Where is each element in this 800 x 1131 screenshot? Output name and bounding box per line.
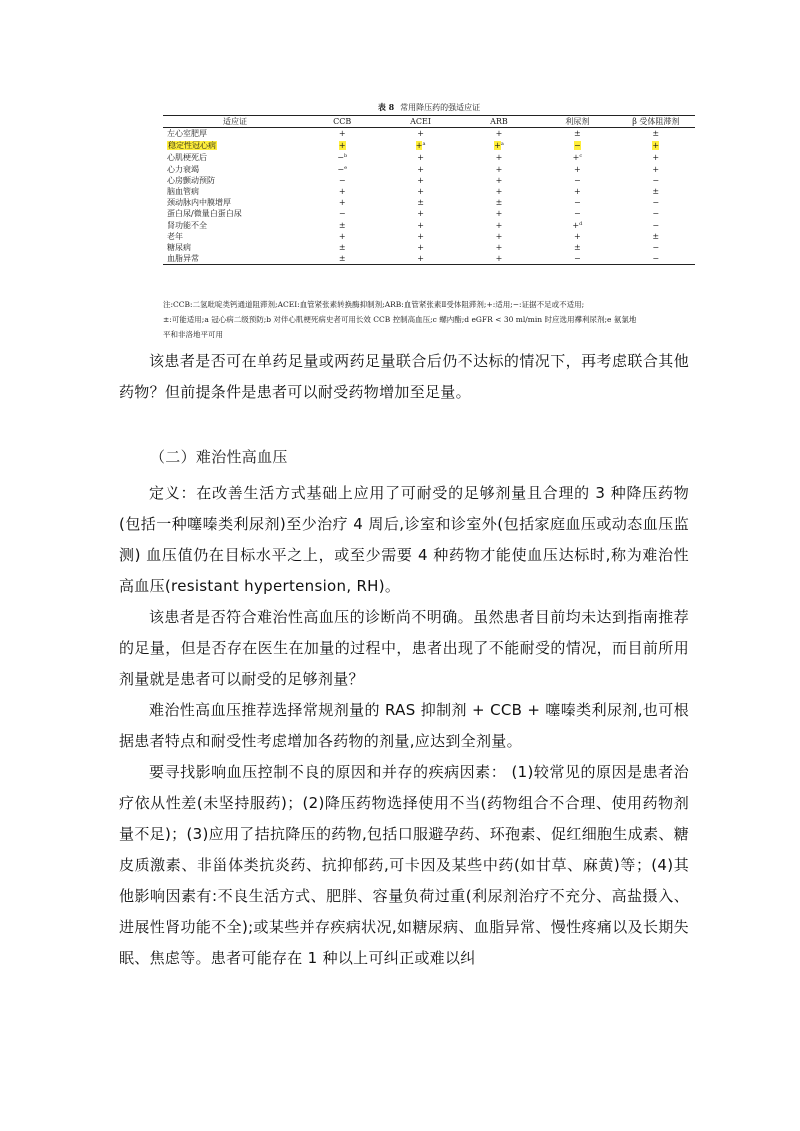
- paragraph-diagnosis: 该患者是否符合难治性高血压的诊断尚不明确。虽然患者目前均未达到指南推荐的足量，但是否存在医生在加量的过程中，患者出现了不能耐受的情况，而目前所用剂量就是患者可以耐受的足够剂量？: [119, 608, 689, 688]
- cell-footnote-mark: e: [344, 165, 348, 171]
- cell-value: +: [495, 243, 503, 252]
- cell-value: ±: [417, 198, 424, 207]
- cell-value: +: [338, 129, 346, 138]
- cell-diuretic: [538, 186, 616, 197]
- cell-arb: [460, 253, 538, 265]
- cell-value: +: [652, 152, 660, 162]
- cell-value: 老年: [167, 232, 183, 241]
- cell-value: ±: [574, 243, 581, 252]
- table-row: [163, 231, 695, 242]
- cell-ccb: [303, 219, 381, 231]
- table-row: [163, 186, 695, 197]
- cell-value: +: [495, 129, 503, 138]
- cell-value: ±: [574, 129, 581, 138]
- cell-indication: [163, 128, 303, 140]
- cell-beta-blocker: [617, 242, 695, 253]
- cell-value: −: [574, 176, 581, 185]
- cell-value: +: [494, 141, 501, 150]
- cell-value: −: [574, 254, 581, 263]
- cell-diuretic: [538, 219, 616, 231]
- header-diuretic: 利尿剂: [565, 117, 590, 126]
- cell-diuretic: [538, 242, 616, 253]
- cell-indication: [163, 151, 303, 163]
- cell-ccb: [303, 151, 381, 163]
- header-indication: 适应证: [223, 117, 247, 126]
- cell-value: +: [572, 221, 580, 230]
- cell-value: +: [338, 232, 346, 241]
- cell-value: 脑血管病: [167, 187, 199, 196]
- cell-value: +: [417, 129, 424, 138]
- cell-arb: [460, 219, 538, 231]
- cell-arb: [460, 128, 538, 140]
- cell-diuretic: [538, 253, 616, 265]
- cell-value: ±: [652, 187, 660, 196]
- cell-diuretic: [538, 139, 616, 151]
- cell-diuretic: [538, 163, 616, 175]
- cell-ccb: [303, 231, 381, 242]
- cell-value: +: [574, 187, 581, 196]
- cell-indication: [163, 219, 303, 231]
- cell-ccb: [303, 197, 381, 208]
- paragraph-definition: 定义：在改善生活方式基础上应用了可耐受的足够剂量且合理的 3 种降压药物(包括一种噻嗪类利尿剂)至少治疗 4 周后,诊室和诊室外(包括家庭血压或动态血压监测) 血压值仍在目标水平之上，或至少需要 4 种药物才能使血压达标时,称为难治性高血压(resistant hypertension, RH)。: [119, 484, 689, 595]
- cell-beta-blocker: [617, 219, 695, 231]
- cell-indication: [163, 253, 303, 265]
- cell-value: +: [495, 176, 503, 185]
- cell-arb: [460, 151, 538, 163]
- cell-acei: [381, 231, 459, 242]
- cell-diuretic: [538, 231, 616, 242]
- cell-arb: [460, 197, 538, 208]
- cell-ccb: [303, 175, 381, 186]
- cell-acei: [381, 128, 459, 140]
- cell-acei: [381, 253, 459, 265]
- cell-value: +: [652, 164, 660, 174]
- table-row: [163, 175, 695, 186]
- cell-footnote-mark: c: [579, 153, 583, 159]
- cell-arb: [460, 208, 538, 219]
- cell-value: +: [417, 254, 424, 263]
- cell-indication: [163, 163, 303, 175]
- header-arb: ARB: [490, 117, 508, 126]
- cell-value: −: [652, 220, 660, 230]
- cell-value: ±: [495, 198, 503, 207]
- section-heading: （二）难治性高血压: [150, 448, 288, 466]
- table-row: [163, 163, 695, 175]
- table-title: [163, 101, 695, 115]
- footnote-line: 平和非洛地平可用: [163, 330, 223, 339]
- table-row: [163, 197, 695, 208]
- cell-indication: [163, 208, 303, 219]
- cell-value: −: [574, 140, 581, 150]
- cell-arb: [460, 231, 538, 242]
- cell-value: +: [417, 232, 424, 241]
- cell-beta-blocker: [617, 231, 695, 242]
- cell-value: +: [417, 243, 424, 252]
- cell-ccb: [303, 128, 381, 140]
- cell-value: +: [572, 153, 580, 162]
- cell-beta-blocker: [617, 175, 695, 186]
- header-beta-blocker: β 受体阻滞剂: [632, 117, 680, 126]
- cell-indication: [163, 186, 303, 197]
- cell-acei: [381, 219, 459, 231]
- cell-value: +: [417, 152, 424, 162]
- cell-diuretic: [538, 175, 616, 186]
- cell-value: ±: [652, 232, 660, 241]
- cell-arb: [460, 163, 538, 175]
- paragraph-combination-therapy: 该患者是否可在单药足量或两药足量联合后仍不达标的情况下，再考虑联合其他药物？但前提条件是患者可以耐受药物增加至足量。: [119, 352, 689, 401]
- cell-value: −: [337, 165, 345, 174]
- cell-value: +: [417, 209, 424, 218]
- cell-indication: [163, 197, 303, 208]
- cell-indication: [163, 175, 303, 186]
- cell-value: +: [495, 232, 503, 241]
- footnote-line: ±:可能适用;a 冠心病二级预防;b 对伴心肌梗死病史者可用长效 CCB 控制高血压;c 螺内酯;d eGFR < 30 ml/min 时应选用襻利尿剂;e 氨氯地: [163, 315, 637, 324]
- table-row: [163, 139, 695, 151]
- cell-beta-blocker: [617, 253, 695, 265]
- table-row: [163, 242, 695, 253]
- cell-value: −: [338, 176, 346, 185]
- cell-value: 心力衰竭: [167, 164, 199, 174]
- cell-value: +: [338, 198, 346, 207]
- cell-value: +: [652, 140, 660, 150]
- cell-beta-blocker: [617, 163, 695, 175]
- cell-value: −: [652, 209, 660, 218]
- header-ccb: CCB: [333, 117, 352, 126]
- cell-acei: [381, 163, 459, 175]
- table-row: [163, 219, 695, 231]
- cell-ccb: [303, 163, 381, 175]
- cell-value: −: [652, 198, 660, 207]
- cell-value: +: [338, 187, 346, 196]
- table-row: [163, 128, 695, 140]
- table-header-row: [163, 116, 695, 128]
- cell-indication: [163, 242, 303, 253]
- cell-footnote-mark: a: [422, 141, 426, 147]
- cell-value: −: [338, 209, 346, 218]
- cell-value: +: [495, 209, 503, 218]
- cell-value: ±: [338, 220, 346, 230]
- cell-beta-blocker: [617, 197, 695, 208]
- cell-beta-blocker: [617, 186, 695, 197]
- cell-value: −: [574, 209, 581, 218]
- header-acei: ACEI: [410, 117, 432, 126]
- cell-value: +: [417, 187, 424, 196]
- table-row: [163, 208, 695, 219]
- cell-acei: [381, 175, 459, 186]
- cell-footnote-mark: d: [579, 221, 583, 227]
- cell-arb: [460, 175, 538, 186]
- cell-value: +: [495, 220, 503, 230]
- cell-arb: [460, 186, 538, 197]
- table-label: 表 8: [377, 102, 395, 112]
- cell-value: +: [495, 187, 503, 196]
- cell-arb: [460, 139, 538, 151]
- cell-value: 左心室肥厚: [167, 129, 207, 138]
- cell-footnote-mark: a: [500, 141, 504, 147]
- cell-ccb: [303, 139, 381, 151]
- cell-value: +: [574, 164, 581, 174]
- cell-value: −: [652, 176, 660, 185]
- cell-acei: [381, 151, 459, 163]
- cell-beta-blocker: [617, 151, 695, 163]
- cell-value: ±: [338, 243, 346, 252]
- cell-diuretic: [538, 197, 616, 208]
- cell-value: −: [652, 243, 660, 252]
- cell-value: 稳定性冠心病: [168, 140, 216, 150]
- table-row: [163, 253, 695, 265]
- cell-acei: [381, 197, 459, 208]
- cell-ccb: [303, 253, 381, 265]
- cell-value: +: [417, 220, 424, 230]
- cell-indication: [163, 231, 303, 242]
- cell-value: −: [652, 254, 660, 263]
- cell-value: 肾功能不全: [167, 220, 207, 230]
- cell-footnote-mark: b: [343, 153, 348, 159]
- table-title-text: 常用降压药的强适应证: [400, 103, 481, 112]
- cell-value: ±: [652, 129, 660, 138]
- cell-value: +: [338, 140, 346, 150]
- cell-value: +: [574, 232, 581, 241]
- cell-value: 血脂异常: [167, 254, 199, 263]
- cell-value: 心房颤动预防: [167, 176, 215, 185]
- cell-value: 蛋白尿/微量白蛋白尿: [167, 209, 242, 218]
- cell-diuretic: [538, 151, 616, 163]
- cell-acei: [381, 208, 459, 219]
- cell-value: +: [417, 176, 424, 185]
- drug-indication-table-block: [163, 101, 695, 265]
- cell-value: +: [495, 164, 503, 174]
- cell-value: +: [415, 141, 423, 150]
- paragraph-recommendation: 难治性高血压推荐选择常规剂量的 RAS 抑制剂 + CCB + 噻嗪类利尿剂,也可根据患者特点和耐受性考虑增加各药物的剂量,应达到全剂量。: [119, 701, 689, 750]
- cell-acei: [381, 186, 459, 197]
- table-footnote: [163, 297, 703, 342]
- cell-arb: [460, 242, 538, 253]
- cell-diuretic: [538, 128, 616, 140]
- cell-indication: [163, 139, 303, 151]
- cell-ccb: [303, 208, 381, 219]
- cell-acei: [381, 139, 459, 151]
- cell-beta-blocker: [617, 128, 695, 140]
- cell-value: −: [574, 198, 581, 207]
- cell-value: +: [495, 152, 503, 162]
- drug-indication-table: [163, 115, 695, 265]
- cell-acei: [381, 242, 459, 253]
- cell-beta-blocker: [617, 139, 695, 151]
- cell-beta-blocker: [617, 208, 695, 219]
- footnote-line: 注:CCB:二氢吡啶类钙通道阻滞剂;ACEI:血管紧张素转换酶抑制剂;ARB:血管紧张素Ⅱ受体阻滞剂;+:适用;−:证据不足或不适用;: [163, 300, 585, 309]
- cell-ccb: [303, 186, 381, 197]
- cell-value: 心肌梗死后: [167, 152, 207, 162]
- cell-value: ±: [338, 254, 346, 263]
- cell-ccb: [303, 242, 381, 253]
- cell-value: 糖尿病: [167, 243, 191, 252]
- paragraph-causes: 要寻找影响血压控制不良的原因和并存的疾病因素： (1)较常见的原因是患者治疗依从性差(未坚持服药)；(2)降压药物选择使用不当(药物组合不合理、使用药物剂量不足)；(3)应用了拮抗降压的药物,包括口服避孕药、环孢素、促红细胞生成素、糖皮质激素、非甾体类抗炎药、抗抑郁药,可卡因及某些中药(如甘草、麻黄)等；(4)其他影响因素有:不良生活方式、肥胖、容量负荷过重(利尿剂治疗不充分、高盐摄入、进展性肾功能不全);或某些并存疾病状况,如糖尿病、血脂异常、慢性疼痛以及长期失眠、焦虑等。患者可能存在 1 种以上可纠正或难以纠: [119, 763, 689, 967]
- cell-value: 颈动脉内中膜增厚: [167, 198, 231, 207]
- cell-diuretic: [538, 208, 616, 219]
- cell-value: +: [495, 254, 503, 263]
- table-row: [163, 151, 695, 163]
- cell-value: +: [417, 164, 424, 174]
- cell-value: −: [337, 153, 344, 162]
- table-body: [163, 128, 695, 265]
